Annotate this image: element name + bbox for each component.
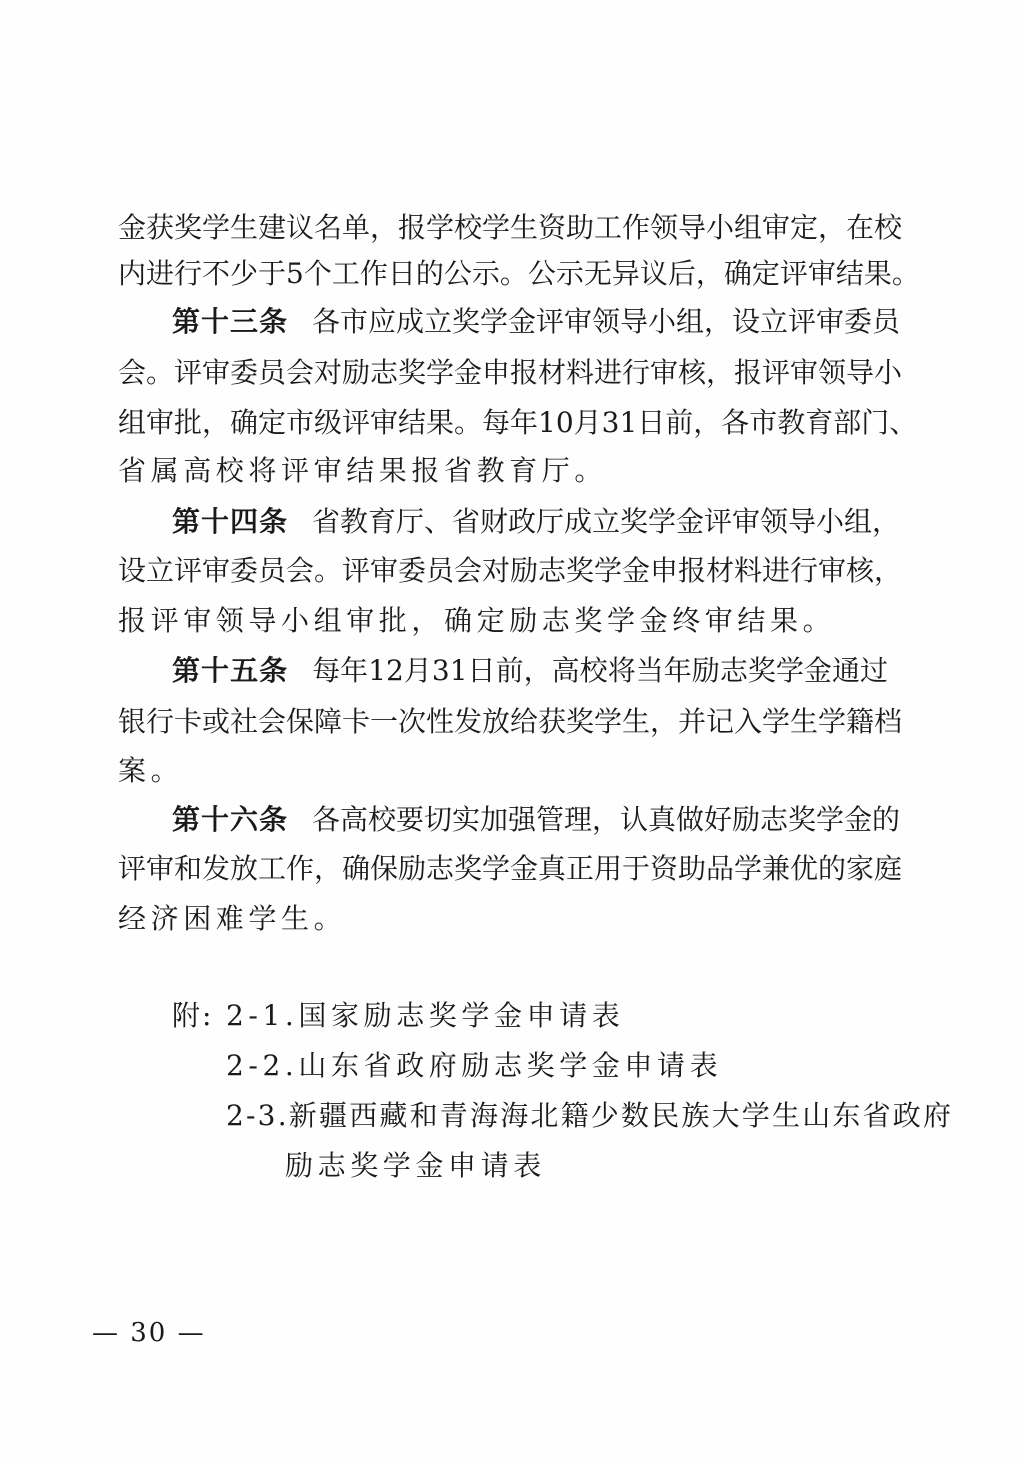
article-heading: 第十六条 (172, 803, 289, 836)
article-14-first-line (172, 502, 901, 542)
paragraph-line: 内进行不少于5个工作日的公示。公示无异议后，确定评审结果。 (118, 257, 920, 290)
paragraph-line: 金获奖学生建议名单，报学校学生资助工作领导小组审定，在校 (118, 211, 903, 244)
attachment-item-continuation: 励志奖学金申请表 (285, 1149, 546, 1182)
paragraph-line: 设立评审委员会。评审委员会对励志奖学金申报材料进行审核， (118, 554, 903, 587)
article-15-first-line (172, 651, 888, 691)
attachment-item: 2-3.新疆西藏和青海海北籍少数民族大学生山东省政府 (226, 1099, 954, 1132)
article-13-first-line (172, 302, 901, 342)
article-heading: 第十四条 (172, 505, 289, 538)
article-text: 省教育厅、省财政厅成立奖学金评审领导小组， (312, 505, 901, 538)
paragraph-line: 省属高校将评审结果报省教育厅。 (118, 454, 608, 487)
paragraph-line: 经济困难学生。 (118, 902, 347, 935)
article-text: 每年12月31日前，高校将当年励志奖学金通过 (312, 654, 888, 687)
attachment-item: 2-2.山东省政府励志奖学金申请表 (226, 1049, 723, 1082)
paragraph-line: 银行卡或社会保障卡一次性发放给获奖学生，并记入学生学籍档 (118, 705, 903, 738)
paragraph-line: 组审批，确定市级评审结果。每年10月31日前，各市教育部门、 (118, 406, 918, 439)
page-number: — 30 — (92, 1318, 206, 1348)
attachment-item: 2-1.国家励志奖学金申请表 (226, 999, 625, 1032)
attachments-label: 附: (172, 999, 214, 1032)
article-text: 各高校要切实加强管理，认真做好励志奖学金的 (312, 803, 901, 836)
article-text: 各市应成立奖学金评审领导小组，设立评审委员 (312, 305, 901, 338)
article-16-first-line (172, 800, 901, 840)
article-heading: 第十五条 (172, 654, 289, 687)
paragraph-line: 案。 (118, 754, 184, 787)
article-heading: 第十三条 (172, 305, 289, 338)
paragraph-line: 会。评审委员会对励志奖学金申报材料进行审核，报评审领导小 (118, 356, 903, 389)
paragraph-line: 报评审领导小组审批，确定励志奖学金终审结果。 (118, 604, 836, 637)
paragraph-line: 评审和发放工作，确保励志奖学金真正用于资助品学兼优的家庭 (118, 852, 903, 885)
